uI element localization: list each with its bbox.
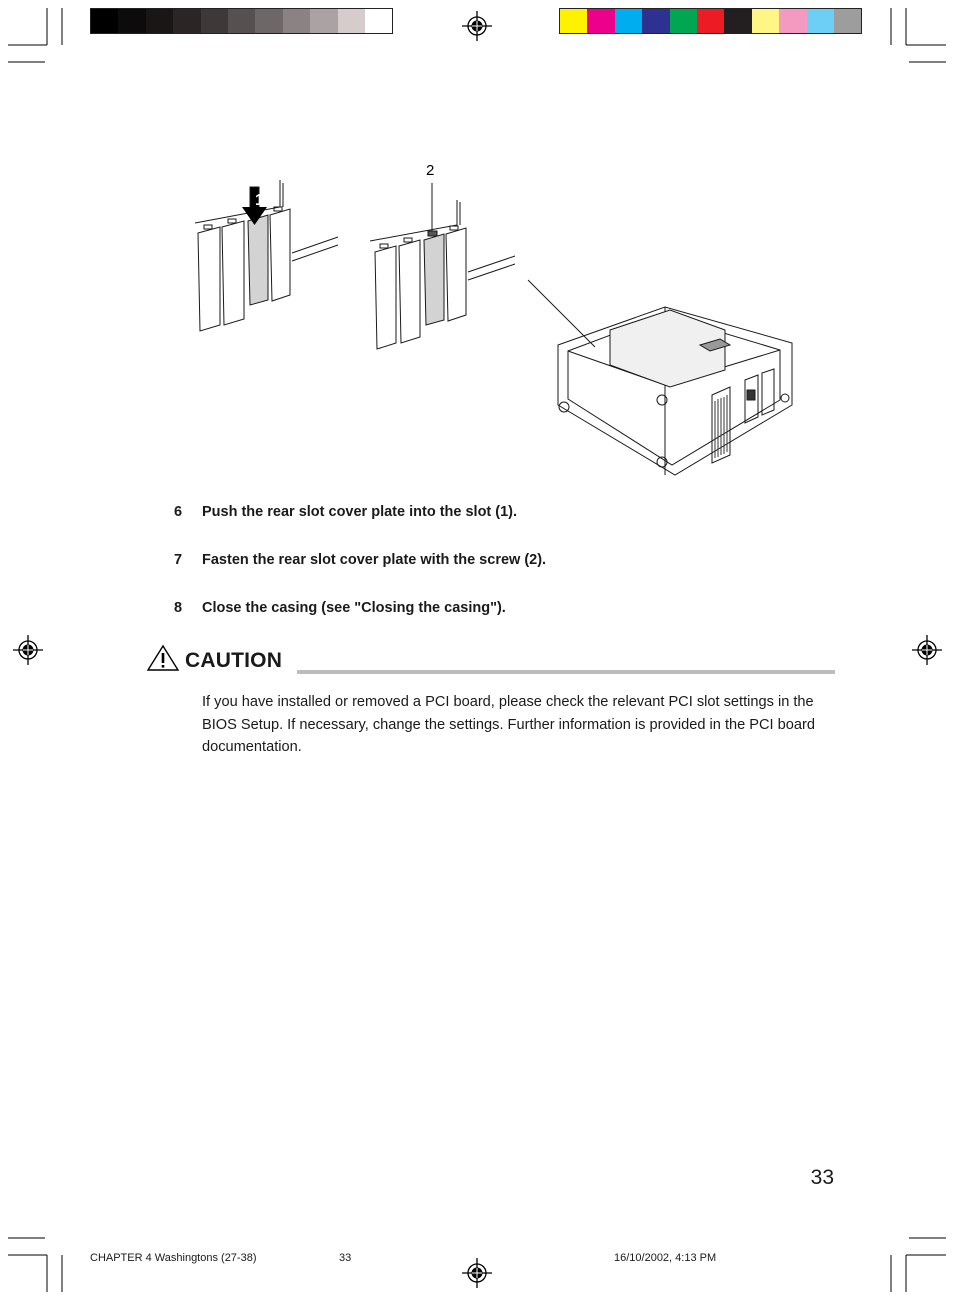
step-number: 7 <box>174 552 183 568</box>
color-swatch <box>779 9 806 33</box>
color-swatch <box>697 9 724 33</box>
footer-file-name: CHAPTER 4 Washingtons (27-38) <box>90 1252 257 1264</box>
step-text: Push the rear slot cover plate into the slot (1). <box>202 504 518 520</box>
color-swatch <box>173 9 200 33</box>
slot-cover-illustration <box>180 155 820 485</box>
color-swatch <box>834 9 861 33</box>
caution-heading: CAUTION <box>185 649 283 672</box>
page-number: 33 <box>810 1166 834 1189</box>
slot-cover-plates-right <box>370 183 515 349</box>
warning-triangle-icon <box>146 644 180 672</box>
process-color-calibration-bar <box>559 8 862 34</box>
pc-chassis <box>558 307 792 475</box>
color-swatch <box>338 9 365 33</box>
step-number: 6 <box>174 504 183 520</box>
step-number: 8 <box>174 600 183 616</box>
color-swatch <box>310 9 337 33</box>
color-swatch <box>91 9 118 33</box>
color-swatch <box>587 9 614 33</box>
color-swatch <box>146 9 173 33</box>
step-8 <box>174 600 506 616</box>
color-swatch <box>752 9 779 33</box>
color-swatch <box>365 9 392 33</box>
step-text: Fasten the rear slot cover plate with the screw (2). <box>202 552 547 568</box>
color-swatch <box>642 9 669 33</box>
slot-cover-plates-left <box>195 180 338 331</box>
caution-divider <box>297 670 835 674</box>
grayscale-calibration-bar <box>90 8 393 34</box>
color-swatch <box>201 9 228 33</box>
footer-datetime: 16/10/2002, 4:13 PM <box>614 1252 717 1264</box>
registration-mark-icon <box>13 635 43 665</box>
color-swatch <box>283 9 310 33</box>
figure-label-1: 1 <box>255 192 264 209</box>
step-6 <box>174 504 517 520</box>
color-swatch <box>118 9 145 33</box>
step-7 <box>174 552 546 568</box>
color-swatch <box>615 9 642 33</box>
color-swatch <box>670 9 697 33</box>
caution-text: If you have installed or removed a PCI board, please check the relevant PCI slot settings in the BIOS Setup. If necessary, change the settings. Further information is provided in the PCI board documentation. <box>202 694 815 755</box>
color-swatch <box>807 9 834 33</box>
registration-mark-icon <box>912 635 942 665</box>
step-text: Close the casing (see "Closing the casing"). <box>202 600 506 616</box>
footer-page: 33 <box>339 1252 352 1264</box>
color-swatch <box>560 9 587 33</box>
color-swatch <box>228 9 255 33</box>
figure-label-2: 2 <box>426 162 435 179</box>
color-swatch <box>255 9 282 33</box>
registration-mark-icon <box>462 1258 492 1288</box>
color-swatch <box>724 9 751 33</box>
registration-mark-icon <box>462 11 492 41</box>
